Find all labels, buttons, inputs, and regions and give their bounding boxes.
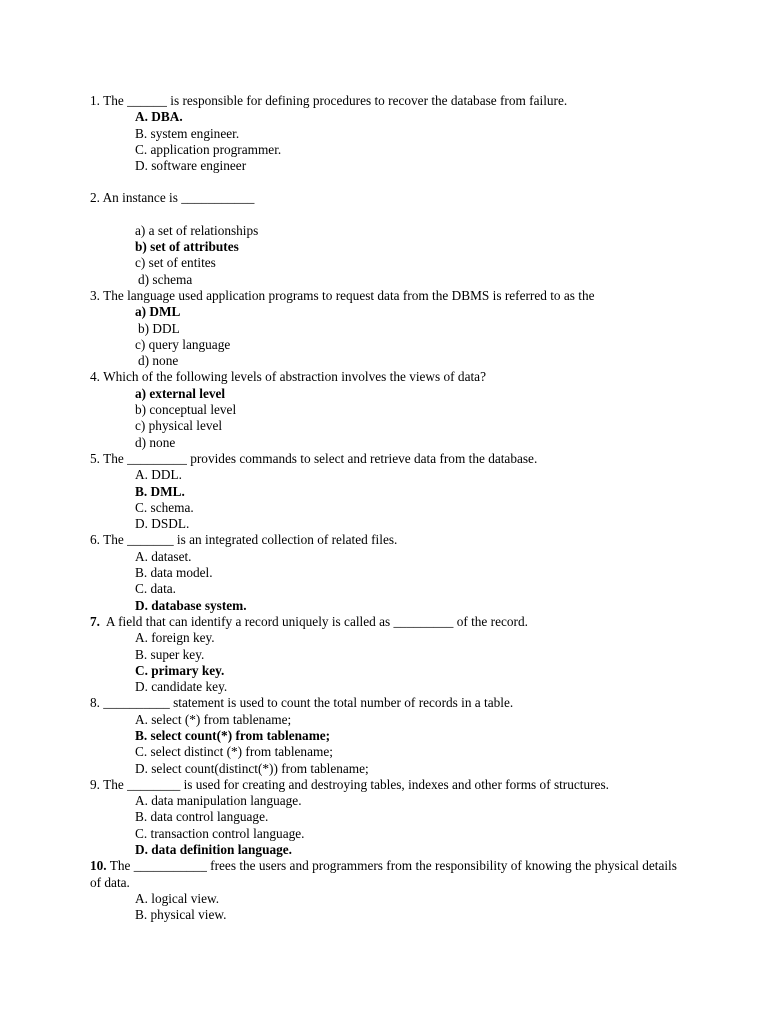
question-number: 9. <box>90 776 100 792</box>
question-stem <box>90 695 690 711</box>
option-correct: A. DBA. <box>135 109 183 125</box>
option: C. data. <box>135 581 176 597</box>
question-number: 1. <box>90 93 100 108</box>
option: A. select (*) from tablename; <box>135 711 292 727</box>
option: b) DDL <box>138 320 180 336</box>
option: d) none <box>138 353 179 369</box>
option: C. select distinct (*) from tablename; <box>135 744 333 760</box>
question-text: The _______ is an integrated collection of related files. <box>99 532 398 548</box>
option: A. foreign key. <box>135 630 215 646</box>
option: a) a set of relationships <box>135 222 259 238</box>
question-stem <box>90 777 690 793</box>
spacer <box>90 207 690 223</box>
question-number: 8. <box>90 695 100 711</box>
question-number: 6. <box>90 532 100 548</box>
question-text: The ______ is responsible for defining procedures to recover the database from failure. <box>99 93 568 108</box>
option: D. candidate key. <box>135 679 228 695</box>
option-correct: D. data definition language. <box>135 842 292 858</box>
option: d) none <box>135 434 176 450</box>
option: C. application programmer. <box>135 141 282 157</box>
spacer <box>90 174 690 190</box>
option: B. system engineer. <box>135 125 240 141</box>
option: C. transaction control language. <box>135 825 305 841</box>
option: B. physical view. <box>135 907 227 923</box>
question-stem <box>90 858 690 891</box>
option: D. software engineer <box>135 158 247 174</box>
question-text: A field that can identify a record uniquely is called as _________ of the record. <box>99 613 528 629</box>
question-stem <box>90 190 690 206</box>
question-8 <box>90 695 690 776</box>
option: A. logical view. <box>135 890 220 906</box>
option: c) physical level <box>135 418 223 434</box>
option: c) query language <box>135 336 231 352</box>
question-text: The _________ provides commands to select and retrieve data from the database. <box>99 450 538 466</box>
question-text: The ________ is used for creating and destroying tables, indexes and other forms of structures. <box>99 776 609 792</box>
option-correct: a) DML <box>135 304 181 320</box>
option-correct: C. primary key. <box>135 662 225 678</box>
question-1 <box>90 93 690 174</box>
question-text: __________ statement is used to count the total number of records in a table. <box>99 695 514 711</box>
question-text: The ___________ frees the users and programmers from the responsibility of knowing the physical details of data. <box>90 858 677 890</box>
question-stem <box>90 614 690 630</box>
question-list <box>90 93 690 924</box>
question-10 <box>90 858 690 923</box>
option-correct: B. DML. <box>135 483 185 499</box>
option-correct: b) set of attributes <box>135 239 239 255</box>
question-number: 4. <box>90 369 100 385</box>
question-7 <box>90 614 690 695</box>
option: d) schema <box>138 271 193 287</box>
option-correct: a) external level <box>135 385 226 401</box>
question-3 <box>90 288 690 369</box>
question-text: The language used application programs to request data from the DBMS is referred to as the <box>99 287 595 303</box>
question-stem <box>90 451 690 467</box>
question-stem <box>90 369 690 385</box>
option: B. data model. <box>135 565 213 581</box>
question-text: Which of the following levels of abstraction involves the views of data? <box>99 369 486 385</box>
option: D. select count(distinct(*)) from tablename; <box>135 760 369 776</box>
question-text: An instance is ___________ <box>99 190 255 206</box>
question-stem <box>90 532 690 548</box>
option-correct: B. select count(*) from tablename; <box>135 727 331 743</box>
question-5 <box>90 451 690 532</box>
option: A. dataset. <box>135 548 192 564</box>
question-number: 7. <box>90 613 100 629</box>
option: A. DDL. <box>135 467 182 483</box>
question-stem <box>90 288 690 304</box>
question-6 <box>90 532 690 613</box>
option: A. data manipulation language. <box>135 793 302 809</box>
option-correct: D. database system. <box>135 597 247 613</box>
question-9 <box>90 777 690 858</box>
option: C. schema. <box>135 499 194 515</box>
option: D. DSDL. <box>135 516 190 532</box>
question-number: 10. <box>90 858 107 874</box>
question-number: 3. <box>90 287 100 303</box>
question-number: 2. <box>90 190 100 206</box>
question-number: 5. <box>90 450 100 466</box>
question-4 <box>90 369 690 450</box>
question-stem <box>90 93 690 109</box>
option: B. data control language. <box>135 809 269 825</box>
question-2 <box>90 190 690 287</box>
option: b) conceptual level <box>135 402 237 418</box>
option: B. super key. <box>135 646 205 662</box>
option: c) set of entites <box>135 255 216 271</box>
